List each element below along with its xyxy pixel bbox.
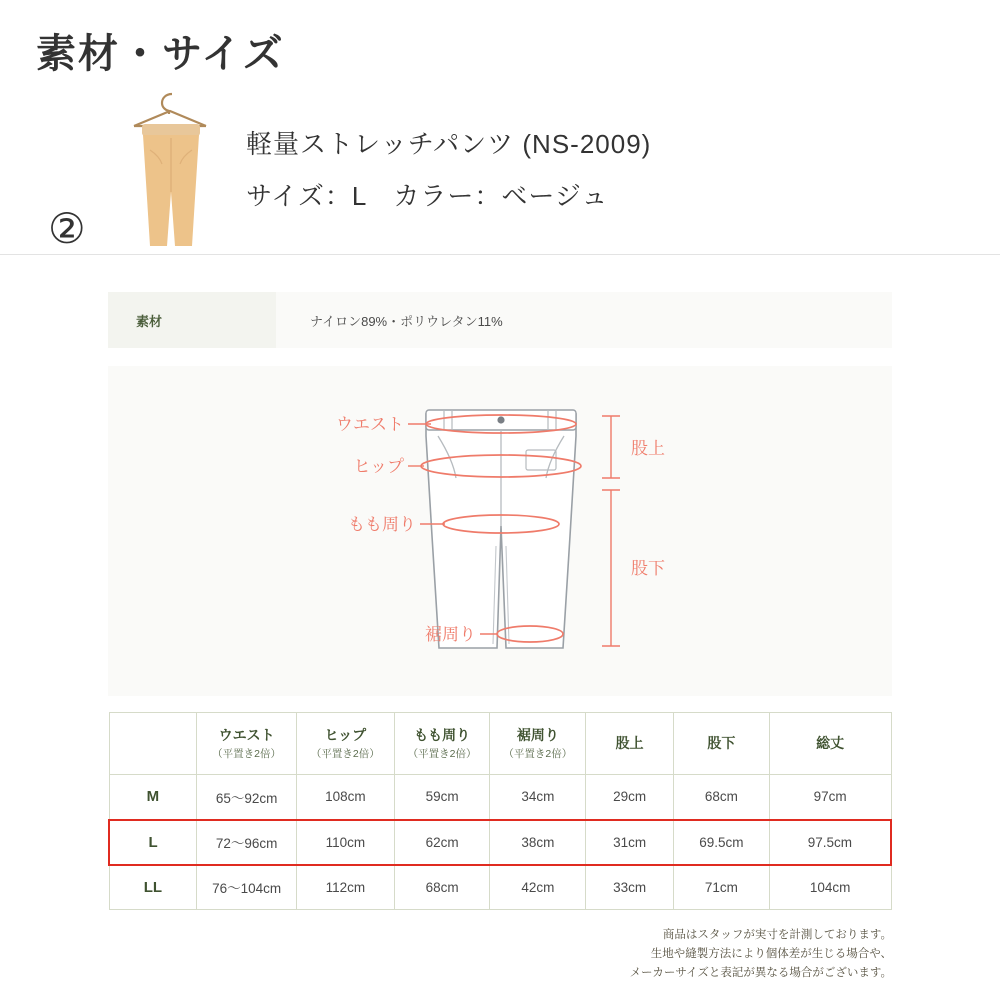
cell-ll-rise: 33cm (586, 865, 674, 910)
cell-m-hem: 34cm (490, 775, 586, 820)
product-index-badge: ② (48, 205, 86, 252)
table-row-selected (109, 820, 891, 865)
cell-ll-total: 104cm (769, 865, 891, 910)
size-table (108, 712, 892, 910)
cell-ll-hem: 42cm (490, 865, 586, 910)
table-row (109, 775, 891, 820)
cell-l-hip: 110cm (296, 820, 394, 865)
label-waist: ウエスト (336, 415, 404, 434)
cell-m-inseam: 68cm (673, 775, 769, 820)
label-hem: 裾周り (425, 625, 476, 644)
material-table (108, 292, 892, 348)
cell-m-waist: 65〜92cm (197, 775, 297, 820)
th-rise: 股上 (586, 713, 674, 775)
label-inseam: 股下 (631, 559, 665, 578)
cell-l-waist: 72〜96cm (197, 820, 297, 865)
pants-photo (112, 80, 232, 252)
material-label: 素材 (108, 292, 276, 348)
cell-ll-inseam: 71cm (673, 865, 769, 910)
cell-m-total: 97cm (769, 775, 891, 820)
row-label-ll: LL (109, 865, 197, 910)
table-header-row (109, 713, 891, 775)
label-hip: ヒップ (353, 457, 404, 476)
product-name: 軽量ストレッチパンツ (NS-2009) (246, 129, 652, 159)
material-value: ナイロン89%・ポリウレタン11% (276, 292, 892, 348)
cell-l-thigh: 62cm (394, 820, 490, 865)
th-inseam: 股下 (673, 713, 769, 775)
cell-ll-thigh: 68cm (394, 865, 490, 910)
page-title: 素材・サイズ (36, 32, 285, 76)
measurement-note (472, 926, 892, 983)
table-row (109, 865, 891, 910)
cell-l-inseam: 69.5cm (673, 820, 769, 865)
th-waist: ウエスト （平置き2倍） (197, 713, 297, 775)
note-line-3: メーカーサイズと表記が異なる場合がございます。 (629, 967, 892, 979)
section-divider (0, 254, 1000, 255)
label-thigh: もも周り (348, 515, 416, 534)
cell-l-hem: 38cm (490, 820, 586, 865)
th-hem: 裾周り （平置き2倍） (490, 713, 586, 775)
product-info (246, 118, 651, 222)
cell-ll-hip: 112cm (296, 865, 394, 910)
note-line-2: 生地や縫製方法により個体差が生じる場合や、 (650, 948, 892, 960)
th-blank (109, 713, 197, 775)
label-rise: 股上 (631, 439, 665, 458)
row-label-l: L (109, 820, 197, 865)
th-hip: ヒップ （平置き2倍） (296, 713, 394, 775)
cell-m-thigh: 59cm (394, 775, 490, 820)
cell-l-total: 97.5cm (769, 820, 891, 865)
note-line-1: 商品はスタッフが実寸を計測しております。 (662, 929, 892, 941)
th-thigh: もも周り （平置き2倍） (394, 713, 490, 775)
cell-l-rise: 31cm (586, 820, 674, 865)
cell-ll-waist: 76〜104cm (197, 865, 297, 910)
cell-m-rise: 29cm (586, 775, 674, 820)
measurement-diagram (108, 366, 892, 696)
row-label-m: M (109, 775, 197, 820)
th-total-length: 総丈 (769, 713, 891, 775)
product-summary (0, 80, 1000, 252)
product-spec: サイズ：L カラー：ベージュ (246, 181, 609, 211)
cell-m-hip: 108cm (296, 775, 394, 820)
